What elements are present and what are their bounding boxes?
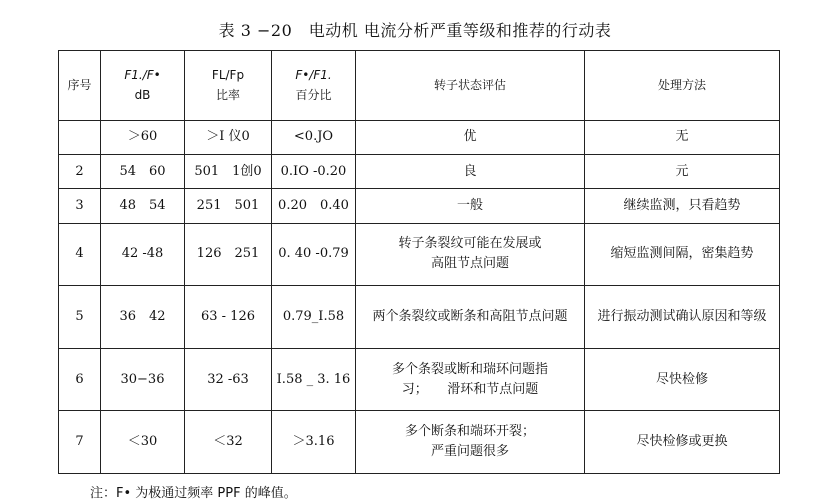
row-action: 尽快检修 xyxy=(585,348,780,411)
row-db: 36 42 xyxy=(101,286,185,349)
table-row xyxy=(59,348,780,411)
table-footnote: 注：F• 为极通过频率 PPF 的峰值。 xyxy=(90,486,297,501)
row-action: 缩短监测间隔，密集趋势 xyxy=(585,223,780,286)
row-db: 54 60 xyxy=(101,154,185,188)
header-no: 序号 xyxy=(59,51,101,121)
header-action: 处理方法 xyxy=(585,51,780,121)
table-row xyxy=(59,120,780,154)
row-ratio: 126 251 xyxy=(185,223,272,286)
row-action: 尽快检修或更换 xyxy=(585,411,780,474)
header-assessment: 转子状态评估 xyxy=(356,51,585,121)
row-pct: I.58 _ 3. 16 xyxy=(272,348,356,411)
row-ratio: 251 501 xyxy=(185,189,272,223)
header-pct-line2: 百分比 xyxy=(295,88,332,103)
row-action: 进行振动测试确认原因和等级 xyxy=(585,286,780,349)
row-action: 继续监测，只看趋势 xyxy=(585,189,780,223)
row-db: 42 -48 xyxy=(101,223,185,286)
table-row xyxy=(59,223,780,286)
row-db: 48 54 xyxy=(101,189,185,223)
table-row xyxy=(59,154,780,188)
row-assessment: 良 xyxy=(356,154,585,188)
row-ratio: ＜32 xyxy=(185,411,272,474)
row-assessment: 优 xyxy=(356,120,585,154)
header-ratio-line1: FL/Fp xyxy=(211,68,245,83)
row-pct: 0.79_I.58 xyxy=(272,286,356,349)
row-action: 无 xyxy=(585,120,780,154)
row-no: 4 xyxy=(59,223,101,286)
header-ratio xyxy=(185,51,272,121)
row-assessment: 一般 xyxy=(356,189,585,223)
table-title: 表 3 −20 电动机 电流分析严重等级和推荐的行动表 xyxy=(218,21,612,40)
row-pct: 0.20 0.40 xyxy=(272,189,356,223)
header-pct-line1: F•/F1. xyxy=(295,68,332,83)
row-db: 30−36 xyxy=(101,348,185,411)
row-assessment: 两个条裂纹或断条和高阻节点问题 xyxy=(356,286,585,349)
row-no: 6 xyxy=(59,348,101,411)
row-no: 2 xyxy=(59,154,101,188)
row-pct: <0.JO xyxy=(272,120,356,154)
row-assessment: 多个断条和端环开裂； 严重问题很多 xyxy=(356,411,585,474)
row-ratio: ＞I 仪0 xyxy=(185,120,272,154)
header-db-line1: F1./F• xyxy=(124,68,161,83)
row-assessment: 多个条裂或断和瑞环问题指 习； 滑环和节点问题 xyxy=(356,348,585,411)
row-pct: 0.IO -0.20 xyxy=(272,154,356,188)
row-ratio: 63 - 126 xyxy=(185,286,272,349)
row-ratio: 32 -63 xyxy=(185,348,272,411)
row-no: 5 xyxy=(59,286,101,349)
header-row xyxy=(59,51,780,121)
table-row xyxy=(59,286,780,349)
table-row xyxy=(59,411,780,474)
row-no xyxy=(59,120,101,154)
severity-table xyxy=(58,50,780,474)
row-no: 3 xyxy=(59,189,101,223)
row-no: 7 xyxy=(59,411,101,474)
row-pct: ＞3.16 xyxy=(272,411,356,474)
header-pct xyxy=(272,51,356,121)
header-db xyxy=(101,51,185,121)
row-ratio: 501 1创0 xyxy=(185,154,272,188)
header-ratio-line2: 比率 xyxy=(215,88,240,103)
row-pct: 0. 40 -0.79 xyxy=(272,223,356,286)
row-db: ＞60 xyxy=(101,120,185,154)
row-assessment: 转子条裂纹可能在发展或 高阻节点问题 xyxy=(356,223,585,286)
table-row xyxy=(59,189,780,223)
row-db: ＜30 xyxy=(101,411,185,474)
header-db-line2: dB xyxy=(134,88,151,103)
row-action: 元 xyxy=(585,154,780,188)
